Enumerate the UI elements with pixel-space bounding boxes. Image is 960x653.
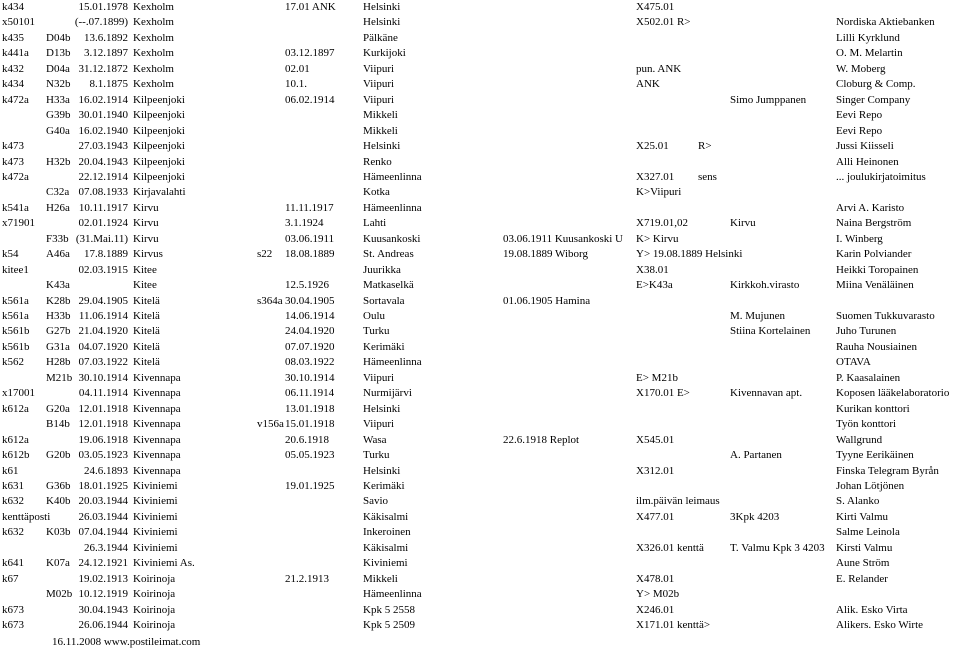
stamp-date-cell: 03.05.1923 (78, 449, 128, 462)
catalog-code-cell: k441a (2, 47, 29, 60)
stamp-date-cell: 30.10.1914 (78, 371, 128, 384)
destination-cell: Helsinki (363, 1, 401, 13)
arrival-date-cell: 05.05.1923 (285, 449, 335, 462)
variant-code-cell: K03b (46, 526, 71, 539)
stamp-date-cell: 16.02.1914 (78, 93, 128, 106)
catalog-code-cell: k631 (2, 479, 24, 492)
destination-cell: Helsinki (363, 140, 401, 153)
arrival-date-cell: 19.01.1925 (285, 479, 335, 492)
catalog-code-cell: k54 (2, 248, 19, 261)
extra-code-cell: s364a (257, 294, 283, 307)
destination-cell: Mikkeli (363, 124, 398, 137)
destination-cell: Kerimäki (363, 479, 405, 492)
recipient-cell: Aune Ström (836, 557, 890, 570)
transit-cell: 19.08.1889 Wiborg (503, 248, 589, 261)
sender-cell: Stiina Kortelainen (730, 325, 811, 338)
destination-cell: Juurikka (363, 263, 401, 276)
note-cell: X170.01 E> (636, 387, 690, 400)
destination-cell: Helsinki (363, 16, 401, 29)
arrival-date-cell: 18.08.1889 (285, 248, 335, 261)
destination-cell: Lahti (363, 217, 387, 230)
variant-code-cell: G39b (46, 109, 71, 122)
stamp-date-cell: 21.04.1920 (78, 325, 128, 338)
recipient-cell: Koposen lääkelaboratorio (836, 387, 950, 400)
stamp-date-cell: 30.04.1943 (78, 603, 128, 616)
origin-place-cell: Kitelä (133, 356, 160, 369)
destination-cell: Hämeenlinna (363, 170, 422, 183)
arrival-date-cell: 24.04.1920 (285, 325, 335, 338)
variant-code-cell: H33a (46, 93, 70, 106)
note-cell: Y> 19.08.1889 Helsinki (636, 248, 743, 261)
note-cell: X171.01 kenttä> (636, 619, 711, 631)
catalog-code-cell: k561a (2, 294, 29, 307)
recipient-cell: Wallgrund (836, 433, 883, 446)
recipient-cell: Jussi Kiisseli (836, 140, 894, 153)
variant-code-cell: K40b (46, 495, 71, 508)
recipient-cell: Finska Telegram Byrån (836, 464, 939, 477)
destination-cell: Käkisalmi (363, 510, 409, 523)
stamp-date-cell: 11.06.1914 (78, 310, 128, 322)
origin-place-cell: Kiviniemi As. (133, 557, 195, 570)
note-cell: X25.01 (636, 140, 669, 153)
recipient-cell: Salme Leinola (836, 526, 900, 539)
extra-code-cell: v156a (257, 418, 284, 431)
recipient-cell: I. Winberg (836, 232, 883, 245)
stamp-date-cell: 8.1.1875 (89, 78, 128, 91)
origin-place-cell: Kilpeenjoki (133, 170, 185, 183)
destination-cell: Kpk 5 2558 (363, 603, 415, 616)
origin-place-cell: Kirvu (133, 232, 159, 245)
note-cell: X327.01 (636, 170, 675, 183)
origin-place-cell: Kilpeenjoki (133, 124, 185, 137)
sender-cell: Kirkkoh.virasto (730, 279, 800, 292)
catalog-code-cell: k632 (2, 495, 24, 508)
note-cell: E>K43a (636, 279, 673, 292)
stamp-date-cell: 07.04.1944 (78, 526, 128, 539)
note-cell: ilm.päivän leimaus (636, 495, 720, 508)
catalog-code-cell: k641 (2, 557, 24, 570)
recipient-cell: Tyyne Eerikäinen (836, 449, 914, 462)
recipient-cell: S. Alanko (836, 495, 880, 508)
origin-place-cell: Kitelä (133, 310, 160, 322)
stamp-date-cell: 07.08.1933 (78, 186, 128, 199)
origin-place-cell: Kivennapa (133, 387, 181, 400)
arrival-date-cell: 03.12.1897 (285, 47, 335, 60)
recipient-cell: Alli Heinonen (836, 155, 899, 168)
stamp-date-cell: (31.Mai.11) (75, 232, 128, 245)
stamp-date-cell: 10.12.1919 (78, 588, 128, 601)
table-row (0, 619, 960, 637)
variant-code-cell: G36b (46, 479, 71, 492)
arrival-date-cell: 14.06.1914 (285, 310, 335, 322)
destination-cell: Hämeenlinna (363, 201, 422, 214)
destination-cell: Kuusankoski (363, 232, 421, 245)
recipient-cell: Nordiska Aktiebanken (836, 16, 935, 29)
destination-cell: Nurmijärvi (363, 387, 412, 400)
destination-cell: Hämeenlinna (363, 588, 422, 601)
stamp-date-cell: 04.11.1914 (78, 387, 128, 400)
recipient-cell: O. M. Melartin (836, 47, 903, 60)
catalog-code-cell: k561b (2, 325, 30, 338)
recipient-cell: Johan Lötjönen (836, 479, 905, 492)
stamp-date-cell: 13.6.1892 (84, 31, 128, 44)
destination-cell: Viipuri (363, 62, 395, 75)
variant-code-cell: N32b (46, 78, 71, 91)
origin-place-cell: Kitelä (133, 340, 160, 353)
recipient-cell: Singer Company (836, 93, 911, 106)
recipient-cell: OTAVA (836, 356, 871, 369)
origin-place-cell: Kexholm (133, 78, 174, 91)
recipient-cell: Suomen Tukkuvarasto (836, 310, 935, 322)
stamp-date-cell: 19.06.1918 (78, 433, 128, 446)
destination-cell: Inkeroinen (363, 526, 411, 539)
catalog-code-cell: x17001 (2, 387, 35, 400)
transit-cell: 01.06.1905 Hamina (503, 294, 591, 307)
origin-place-cell: Kivennapa (133, 371, 181, 384)
recipient-cell: Työn konttori (836, 418, 897, 431)
arrival-date-cell: 03.06.1911 (285, 232, 335, 245)
mark-cell: sens (698, 170, 717, 183)
destination-cell: Turku (363, 325, 390, 338)
origin-place-cell: Kilpeenjoki (133, 109, 185, 122)
variant-code-cell: G20b (46, 449, 71, 462)
arrival-date-cell: 11.11.1917 (285, 201, 334, 214)
variant-code-cell: D13b (46, 47, 71, 60)
note-cell: Y> M02b (636, 588, 680, 601)
variant-code-cell: K43a (46, 279, 70, 292)
origin-place-cell: Kilpeenjoki (133, 93, 185, 106)
destination-cell: Viipuri (363, 78, 395, 91)
destination-cell: Mikkeli (363, 109, 398, 122)
sender-cell: 3Kpk 4203 (730, 510, 780, 523)
variant-code-cell: B14b (46, 418, 70, 431)
stamp-date-cell: 27.03.1943 (78, 140, 128, 153)
stamp-date-cell: 17.8.1889 (84, 248, 128, 261)
stamp-date-cell: 04.07.1920 (78, 340, 128, 353)
stamp-date-cell: 24.12.1921 (78, 557, 128, 570)
recipient-cell: Cloburg & Comp. (836, 78, 916, 91)
catalog-code-cell: k434 (2, 78, 24, 91)
destination-cell: Käkisalmi (363, 541, 409, 554)
note-cell: K> Kirvu (636, 232, 679, 245)
origin-place-cell: Kiviniemi (133, 479, 178, 492)
catalog-code-cell: k612a (2, 402, 29, 415)
stamp-date-cell: 07.03.1922 (78, 356, 128, 369)
recipient-cell: Karin Polviander (836, 248, 912, 261)
catalog-code-cell: k435 (2, 31, 24, 44)
stamp-date-cell: 16.02.1940 (78, 124, 128, 137)
catalog-code-cell: k67 (2, 572, 19, 585)
origin-place-cell: Kitelä (133, 294, 160, 307)
variant-code-cell: H33b (46, 310, 71, 322)
destination-cell: Savio (363, 495, 389, 508)
origin-place-cell: Kexholm (133, 1, 174, 13)
arrival-date-cell: 12.5.1926 (285, 279, 329, 292)
stamp-date-cell: 30.01.1940 (78, 109, 128, 122)
arrival-date-cell: 30.10.1914 (285, 371, 335, 384)
recipient-cell: ... joulukirjatoimitus (836, 170, 926, 183)
catalog-code-cell: k561a (2, 310, 29, 322)
note-cell: X312.01 (636, 464, 675, 477)
variant-code-cell: D04b (46, 31, 71, 44)
note-cell: pun. ANK (636, 62, 682, 75)
catalog-code-cell: x50101 (2, 16, 35, 29)
transit-cell: 03.06.1911 Kuusankoski U (503, 232, 623, 245)
catalog-code-cell: k61 (2, 464, 19, 477)
stamp-date-cell: 19.02.1913 (78, 572, 128, 585)
destination-cell: Kurkijoki (363, 47, 406, 60)
stamp-date-cell: 26.3.1944 (84, 541, 128, 554)
destination-cell: Helsinki (363, 464, 401, 477)
origin-place-cell: Kiviniemi (133, 541, 178, 554)
arrival-date-cell: 17.01 ANK (285, 1, 336, 13)
origin-place-cell: Kexholm (133, 31, 174, 44)
sender-cell: T. Valmu Kpk 3 4203 (730, 541, 825, 554)
note-cell: X475.01 (636, 1, 675, 13)
origin-place-cell: Kilpeenjoki (133, 140, 185, 153)
origin-place-cell: Koirinoja (133, 619, 176, 631)
arrival-date-cell: 3.1.1924 (285, 217, 324, 230)
destination-cell: St. Andreas (363, 248, 414, 261)
note-cell: X38.01 (636, 263, 669, 276)
origin-place-cell: Kirvus (133, 248, 163, 261)
origin-place-cell: Kexholm (133, 16, 174, 29)
destination-cell: Hämeenlinna (363, 356, 422, 369)
catalog-code-cell: k472a (2, 170, 29, 183)
recipient-cell: Arvi A. Karisto (836, 201, 905, 214)
variant-code-cell: M21b (46, 371, 73, 384)
note-cell: ANK (636, 78, 660, 91)
catalog-code-cell: k473 (2, 140, 24, 153)
variant-code-cell: K28b (46, 294, 71, 307)
destination-cell: Viipuri (363, 371, 395, 384)
recipient-cell: Kirti Valmu (836, 510, 889, 523)
variant-code-cell: H26a (46, 201, 70, 214)
destination-cell: Matkaselkä (363, 279, 414, 292)
variant-code-cell: A46a (46, 248, 70, 261)
arrival-date-cell: 07.07.1920 (285, 340, 335, 353)
variant-code-cell: G40a (46, 124, 70, 137)
sender-cell: M. Mujunen (730, 310, 785, 322)
recipient-cell: Naina Bergström (836, 217, 912, 230)
recipient-cell: Heikki Toropainen (836, 263, 919, 276)
arrival-date-cell: 08.03.1922 (285, 356, 335, 369)
catalog-code-cell: k612a (2, 433, 29, 446)
catalog-code-cell: k473 (2, 155, 24, 168)
stamp-date-cell: 20.04.1943 (78, 155, 128, 168)
origin-place-cell: Kitelä (133, 325, 160, 338)
recipient-cell: Kirsti Valmu (836, 541, 893, 554)
variant-code-cell: H28b (46, 356, 71, 369)
note-cell: E> M21b (636, 371, 678, 384)
stamp-date-cell: 26.03.1944 (78, 510, 128, 523)
origin-place-cell: Kivennapa (133, 402, 181, 415)
catalog-code-cell: kenttäposti (2, 510, 51, 523)
arrival-date-cell: 20.6.1918 (285, 433, 329, 446)
destination-cell: Kotka (363, 186, 390, 199)
variant-code-cell: G31a (46, 340, 70, 353)
recipient-cell: W. Moberg (836, 62, 886, 75)
sender-cell: Simo Jumppanen (730, 93, 807, 106)
origin-place-cell: Kitee (133, 263, 157, 276)
destination-cell: Oulu (363, 310, 385, 322)
recipient-cell: E. Relander (836, 572, 888, 585)
stamp-date-cell: 22.12.1914 (78, 170, 128, 183)
note-cell: X477.01 (636, 510, 675, 523)
catalog-code-cell: k673 (2, 603, 24, 616)
origin-place-cell: Kiviniemi (133, 495, 178, 508)
destination-cell: Mikkeli (363, 572, 398, 585)
recipient-cell: Eevi Repo (836, 109, 883, 122)
origin-place-cell: Kivennapa (133, 464, 181, 477)
arrival-date-cell: 13.01.1918 (285, 402, 335, 415)
arrival-date-cell: 06.02.1914 (285, 93, 335, 106)
variant-code-cell: H32b (46, 155, 71, 168)
origin-place-cell: Kitee (133, 279, 157, 292)
recipient-cell: P. Kaasalainen (836, 371, 901, 384)
recipient-cell: Miina Venäläinen (836, 279, 914, 292)
destination-cell: Wasa (363, 433, 387, 446)
recipient-cell: Lilli Kyrklund (836, 31, 900, 44)
catalog-code-cell: k472a (2, 93, 29, 106)
recipient-cell: Eevi Repo (836, 124, 883, 137)
stamp-date-cell: 24.6.1893 (84, 464, 128, 477)
catalog-code-cell: k673 (2, 619, 24, 631)
origin-place-cell: Koirinoja (133, 572, 176, 585)
arrival-date-cell: 06.11.1914 (285, 387, 335, 400)
note-cell: X246.01 (636, 603, 675, 616)
destination-cell: Pälkäne (363, 31, 398, 44)
origin-place-cell: Kivennapa (133, 433, 181, 446)
destination-cell: Kiviniemi (363, 557, 408, 570)
note-cell: X545.01 (636, 433, 675, 446)
destination-cell: Kerimäki (363, 340, 405, 353)
destination-cell: Viipuri (363, 418, 395, 431)
catalog-code-cell: k632 (2, 526, 24, 539)
variant-code-cell: C32a (46, 186, 70, 199)
stamp-date-cell: 10.11.1917 (78, 201, 128, 214)
origin-place-cell: Koirinoja (133, 588, 176, 601)
origin-place-cell: Kivennapa (133, 418, 181, 431)
origin-place-cell: Kexholm (133, 47, 174, 60)
destination-cell: Viipuri (363, 93, 395, 106)
arrival-date-cell: 10.1. (285, 78, 307, 91)
origin-place-cell: Kivennapa (133, 449, 181, 462)
extra-code-cell: s22 (257, 248, 273, 261)
arrival-date-cell: 30.04.1905 (285, 294, 335, 307)
arrival-date-cell: 02.01 (285, 62, 310, 75)
origin-place-cell: Kiviniemi (133, 510, 178, 523)
stamp-date-cell: 15.01.1978 (78, 1, 128, 13)
stamp-date-cell: (--.07.1899) (74, 16, 128, 29)
stamp-date-cell: 26.06.1944 (78, 619, 128, 631)
note-cell: K>Viipuri (636, 186, 682, 199)
origin-place-cell: Koirinoja (133, 603, 176, 616)
sender-cell: A. Partanen (730, 449, 782, 462)
destination-cell: Renko (363, 155, 392, 168)
stamp-date-cell: 3.12.1897 (84, 47, 128, 60)
stamp-date-cell: 12.01.1918 (78, 402, 128, 415)
origin-place-cell: Kirjavalahti (133, 186, 186, 199)
recipient-cell: Alikers. Esko Wirte (836, 619, 924, 631)
sender-cell: Kirvu (730, 217, 756, 230)
origin-place-cell: Kiviniemi (133, 526, 178, 539)
stamp-date-cell: 02.01.1924 (78, 217, 128, 230)
mark-cell: R> (698, 140, 712, 153)
stamp-date-cell: 18.01.1925 (78, 479, 128, 492)
destination-cell: Sortavala (363, 294, 405, 307)
catalog-code-cell: k612b (2, 449, 30, 462)
catalog-code-cell: kitee1 (2, 263, 29, 276)
origin-place-cell: Kirvu (133, 217, 159, 230)
origin-place-cell: Kilpeenjoki (133, 155, 185, 168)
catalog-code-cell: k561b (2, 340, 30, 353)
catalog-code-cell: k541a (2, 201, 29, 214)
note-cell: X719.01,02 (636, 217, 688, 230)
arrival-date-cell: 21.2.1913 (285, 572, 329, 585)
note-cell: X502.01 R> (636, 16, 691, 29)
variant-code-cell: D04a (46, 62, 70, 75)
stamp-date-cell: 29.04.1905 (78, 294, 128, 307)
sender-cell: Kivennavan apt. (730, 387, 803, 400)
recipient-cell: Rauha Nousiainen (836, 340, 917, 353)
recipient-cell: Juho Turunen (836, 325, 897, 338)
variant-code-cell: G27b (46, 325, 71, 338)
catalog-code-cell: k434 (2, 1, 24, 13)
stamp-date-cell: 02.03.1915 (78, 263, 128, 276)
destination-cell: Turku (363, 449, 390, 462)
footer-source-line: 16.11.2008 www.postileimat.com (52, 636, 201, 648)
note-cell: X326.01 kenttä (636, 541, 704, 554)
stamp-date-cell: 12.01.1918 (78, 418, 128, 431)
origin-place-cell: Kirvu (133, 201, 159, 214)
arrival-date-cell: 15.01.1918 (285, 418, 335, 431)
recipient-cell: Alik. Esko Virta (836, 603, 908, 616)
recipient-cell: Kurikan konttori (836, 402, 910, 415)
variant-code-cell: K07a (46, 557, 70, 570)
variant-code-cell: F33b (46, 232, 69, 245)
stamp-date-cell: 20.03.1944 (78, 495, 128, 508)
catalog-code-cell: k432 (2, 62, 24, 75)
stamp-date-cell: 31.12.1872 (78, 62, 128, 75)
catalog-code-cell: x71901 (2, 217, 35, 230)
variant-code-cell: G20a (46, 402, 70, 415)
destination-cell: Helsinki (363, 402, 401, 415)
transit-cell: 22.6.1918 Replot (503, 433, 580, 446)
variant-code-cell: M02b (46, 588, 73, 601)
destination-cell: Kpk 5 2509 (363, 619, 415, 631)
note-cell: X478.01 (636, 572, 675, 585)
catalog-code-cell: k562 (2, 356, 24, 369)
origin-place-cell: Kexholm (133, 62, 174, 75)
